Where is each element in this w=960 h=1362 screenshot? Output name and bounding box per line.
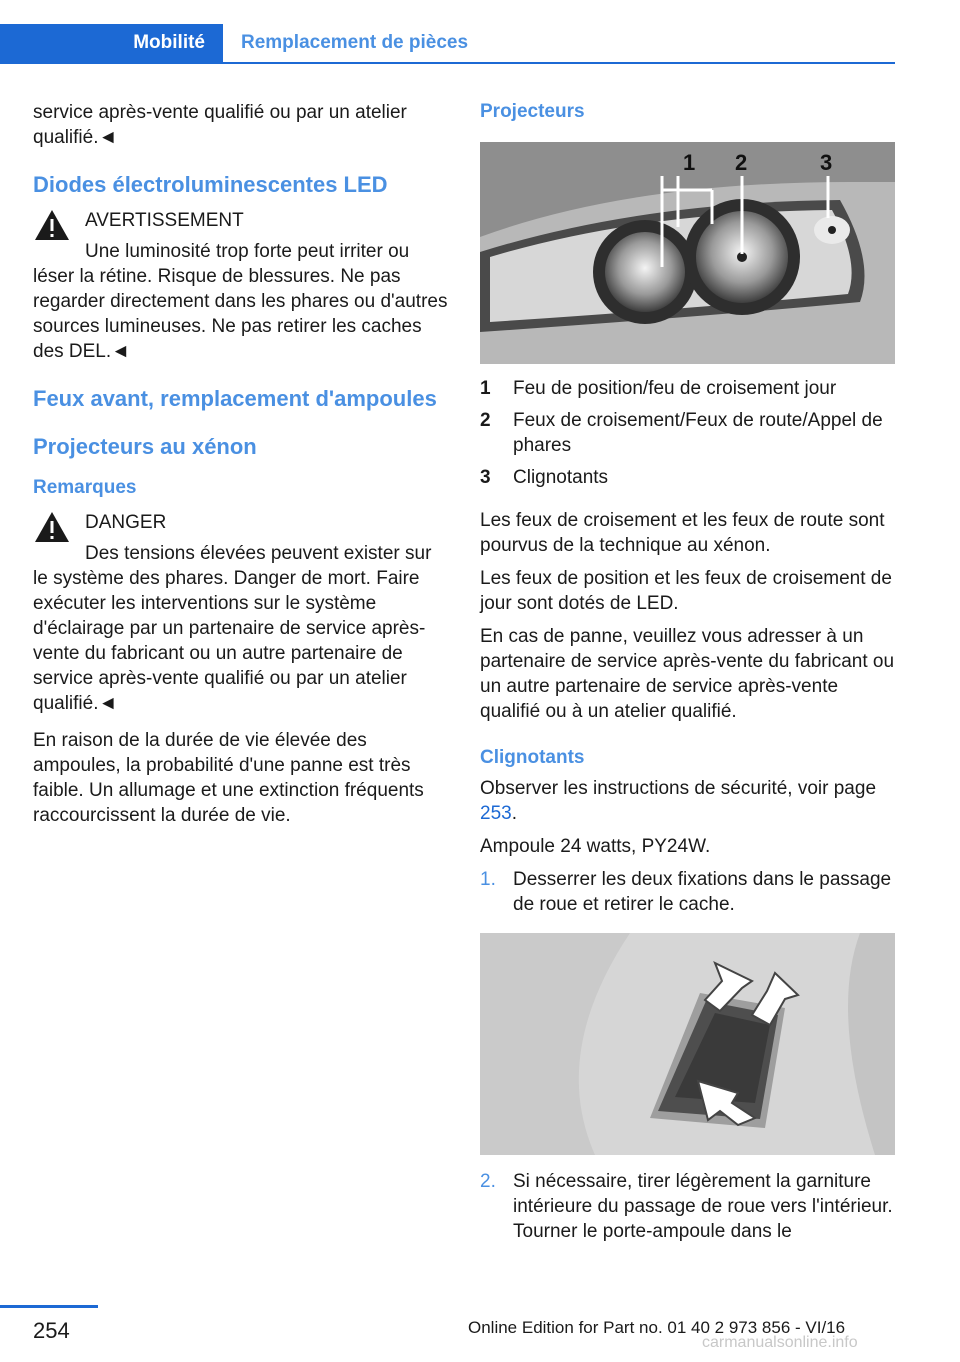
legend-item (480, 408, 895, 458)
step-number: 1. (480, 869, 496, 890)
step-item (480, 867, 895, 917)
led-heading: Diodes électroluminescentes LED (33, 172, 388, 197)
footer-accent-line (0, 1305, 98, 1308)
headlight-illustration (480, 142, 895, 364)
led-warning-text: Une luminosité trop forte peut irriter ou léser la rétine. Risque de blessures. Ne pas regarder directement dans les phares ou d'autres sources lumineuses. Ne pas retirer les caches des DEL.◄ (33, 241, 448, 362)
figure-label-3: 3 (820, 150, 833, 175)
remarks-heading: Remarques (33, 477, 137, 498)
watermark: carmanualsonline.info (702, 1334, 858, 1351)
figure-legend (480, 376, 895, 490)
bulbs-heading: Feux avant, remplacement d'ampoules (33, 386, 437, 411)
header-tabs (0, 24, 895, 64)
failure-paragraph: En cas de panne, veuillez vous adresser à un partenaire de service après-vente du fabricant ou un autre partenaire de service après-vente qualifié ou à un atelier qualifié. (480, 626, 895, 722)
xenon-paragraph: Les feux de croisement et les feux de route sont pourvus de la technique au xénon. (480, 510, 885, 556)
led-paragraph: Les feux de position et les feux de croisement de jour sont dotés de LED. (480, 568, 892, 614)
intro-text: service après-vente qualifié ou par un atelier qualifié.◄ (33, 102, 407, 148)
step-text: Desserrer les deux fixations dans le passage de roue et retirer le cache. (513, 869, 892, 915)
legend-text: Clignotants (513, 467, 609, 488)
legend-item (480, 376, 895, 401)
figure-label-2: 2 (735, 150, 748, 175)
legend-number: 2 (480, 410, 491, 431)
figure-label-1: 1 (683, 150, 696, 175)
footer-edition: Online Edition for Part no. 01 40 2 973 856 - VI/16 (468, 1318, 846, 1337)
page-link-253[interactable]: 253 (480, 803, 512, 824)
safety-reference-end: . (511, 803, 517, 824)
warning-triangle-icon (33, 208, 71, 242)
safety-reference-text: Observer les instructions de sécurité, voir page (480, 778, 877, 799)
page-number: 254 (33, 1318, 70, 1343)
led-warning-title: AVERTISSEMENT (85, 210, 244, 231)
wheel-arch-illustration (480, 933, 895, 1155)
tab-remplacement-pieces[interactable]: Remplacement de pièces (241, 32, 469, 53)
legend-number: 3 (480, 467, 491, 488)
danger-triangle-icon (33, 510, 71, 544)
headlight-figure (480, 142, 895, 364)
legend-text: Feu de position/feu de croisement jour (513, 378, 837, 399)
clignotants-heading: Clignotants (480, 747, 585, 768)
danger-text: Des tensions élevées peuvent exister sur le système des phares. Danger de mort. Faire exécuter les interventions sur le système d'éclairage par un partenaire de service après-vente du fabricant ou un autre partenaire de service après-vente qualifié ou par un atelier qualifié.◄ (33, 543, 432, 714)
legend-item (480, 465, 895, 490)
safety-reference (480, 776, 895, 826)
step-number: 2. (480, 1171, 496, 1192)
lifetime-text: En raison de la durée de vie élevée des ampoules, la probabilité d'une panne est très faible. Un allumage et une extinction fréquents raccourcissent la durée de vie. (33, 730, 424, 826)
projectors-heading: Projecteurs (480, 101, 585, 122)
wheel-arch-figure (480, 933, 895, 1155)
xenon-heading: Projecteurs au xénon (33, 434, 257, 459)
danger-warning (33, 510, 448, 716)
led-warning (33, 208, 448, 364)
legend-number: 1 (480, 378, 491, 399)
tab-mobilite[interactable]: Mobilité (0, 24, 223, 62)
danger-title: DANGER (85, 512, 167, 533)
legend-text: Feux de croisement/Feux de route/Appel de phares (513, 410, 883, 456)
step-item (480, 1169, 895, 1244)
left-column (33, 100, 448, 828)
step-text: Si nécessaire, tirer légèrement la garniture intérieure du passage de roue vers l'intérieur. Tourner le porte-ampoule dans le (513, 1171, 893, 1242)
right-column (480, 100, 895, 1244)
bulb-spec: Ampoule 24 watts, PY24W. (480, 836, 711, 857)
